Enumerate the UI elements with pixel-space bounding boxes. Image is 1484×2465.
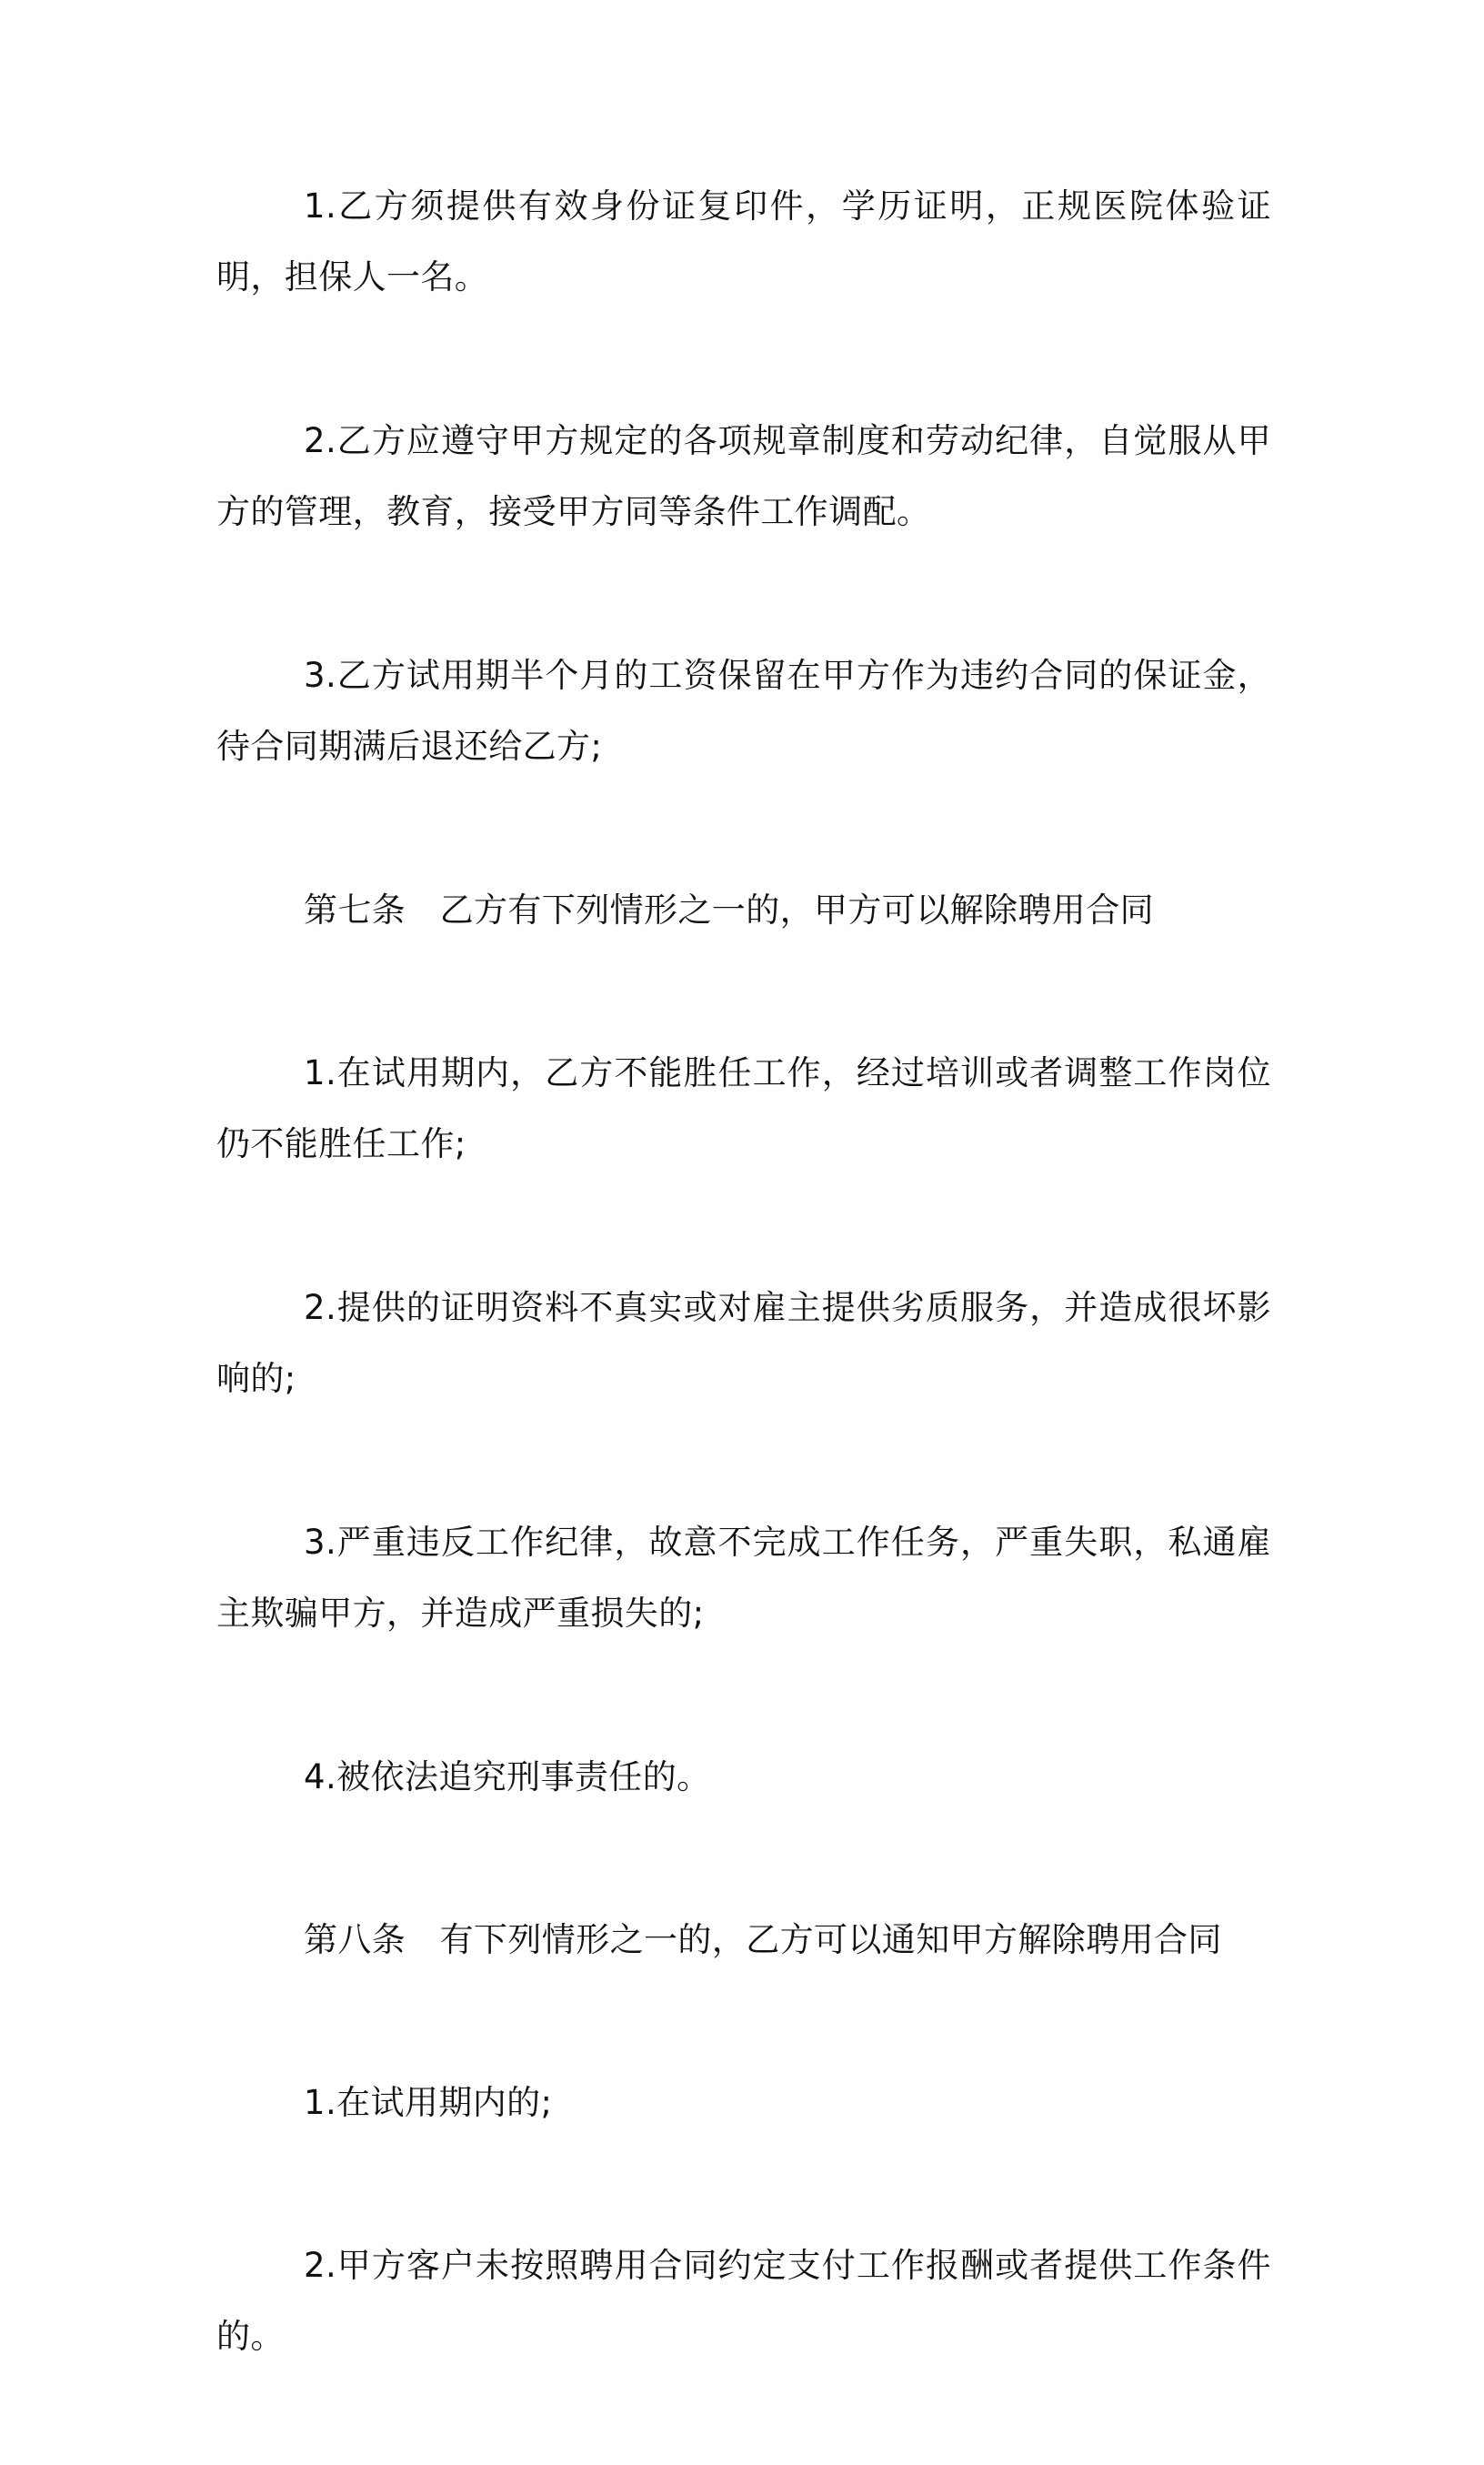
clause-paragraph: 2.甲方客户未按照聘用合同约定支付工作报酬或者提供工作条件的。 <box>216 2246 1271 2356</box>
clause-paragraph: 1.在试用期内的; <box>304 2083 553 2122</box>
article-heading: 第七条 乙方有下列情形之一的，甲方可以解除聘用合同 <box>304 890 1154 930</box>
clause-paragraph: 2.乙方应遵守甲方规定的各项规章制度和劳动纪律，自觉服从甲方的管理，教育，接受甲方同等条件工作调配。 <box>216 421 1271 531</box>
clause-paragraph: 1.乙方须提供有效身份证复印件，学历证明，正规医院体验证明，担保人一名。 <box>216 186 1271 297</box>
clause-paragraph: 3.乙方试用期半个月的工资保留在甲方作为违约合同的保证金，待合同期满后退还给乙方; <box>216 656 1271 766</box>
clause-paragraph: 4.被依法追究刑事责任的。 <box>304 1757 711 1796</box>
clause-paragraph: 1.在试用期内，乙方不能胜任工作，经过培训或者调整工作岗位仍不能胜任工作; <box>216 1053 1271 1163</box>
clause-paragraph: 3.严重违反工作纪律，故意不完成工作任务，严重失职，私通雇主欺骗甲方，并造成严重损失的; <box>216 1523 1271 1633</box>
clause-paragraph: 2.提供的证明资料不真实或对雇主提供劣质服务，并造成很坏影响的; <box>216 1288 1271 1398</box>
article-heading: 第八条 有下列情形之一的，乙方可以通知甲方解除聘用合同 <box>304 1920 1222 1959</box>
document-body <box>216 171 1271 2465</box>
